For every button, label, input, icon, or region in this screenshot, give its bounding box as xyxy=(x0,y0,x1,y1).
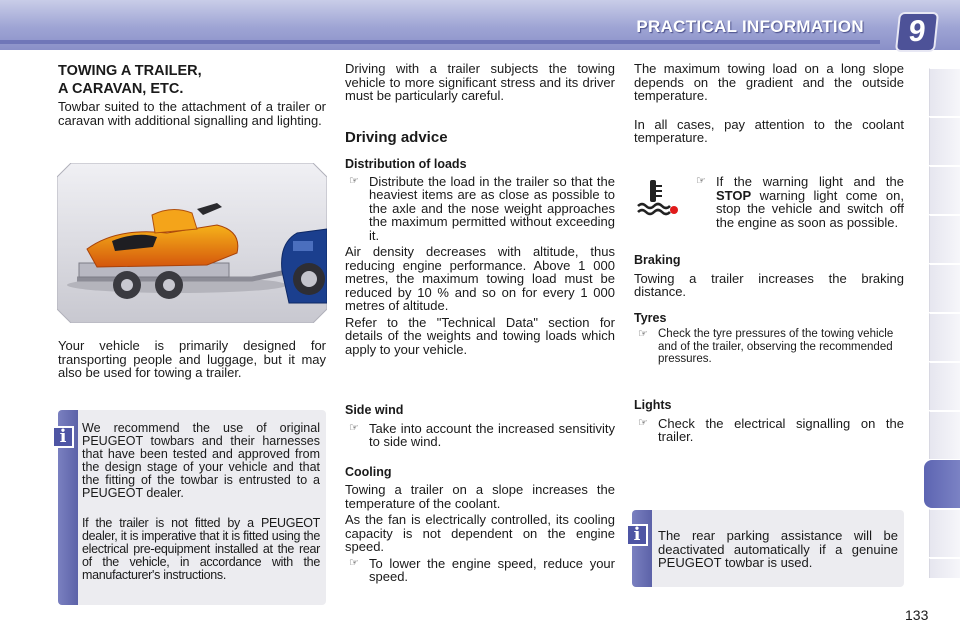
side-wind-bullet-text: Take into account the increased sensitivity to side wind. xyxy=(369,420,615,449)
heading-line-1: TOWING A TRAILER, xyxy=(58,63,202,79)
header-rule xyxy=(0,40,880,44)
info-icon: i xyxy=(52,426,74,448)
section-title: PRACTICAL INFORMATION xyxy=(636,17,864,36)
tyres-bullet xyxy=(634,328,904,366)
lights-heading: Lights xyxy=(634,398,672,412)
parking-assistance-text: The rear parking assistance will be deactivated automatically if a genuine PEUGEOT towbar is used. xyxy=(658,528,898,570)
cooling-bullet xyxy=(345,557,615,584)
column-3 xyxy=(634,62,904,145)
chapter-badge xyxy=(895,12,939,52)
lights-bullet xyxy=(634,417,904,444)
side-tab-1[interactable] xyxy=(929,68,960,116)
max-load-text: The maximum towing load on a long slope depends on the gradient and the outside temperature. xyxy=(634,61,904,103)
side-tab-6[interactable] xyxy=(929,313,960,361)
tyres-bullet-text: Check the tyre pressures of the towing vehicle and of the trailer, observing the recommended pressures. xyxy=(658,328,894,365)
pointing-hand-icon: ☞ xyxy=(349,174,359,187)
cooling-text-1: Towing a trailer on a slope increases the temperature of the coolant. xyxy=(345,482,615,511)
coolant-text: In all cases, pay attention to the coolant temperature. xyxy=(634,116,904,145)
column-3-lower xyxy=(634,399,904,444)
cooling-bullet-text: To lower the engine speed, reduce your speed. xyxy=(369,555,615,584)
pointing-hand-icon: ☞ xyxy=(638,416,648,429)
page-number: 133 xyxy=(905,607,929,623)
primary-use-text: Your vehicle is primarily designed for transporting people and luggage, but it may also be used for towing a trailer. xyxy=(58,338,326,380)
side-tab-3[interactable] xyxy=(929,166,960,214)
distribution-heading: Distribution of loads xyxy=(345,157,467,171)
air-density-text: Air density decreases with altitude, thus reducing engine performance. Above 1 000 metres, the maximum towing load must be reduced by 10 % and so on for every 1 000 metres of altitude. xyxy=(345,244,615,313)
side-tab-11[interactable] xyxy=(929,558,960,578)
info-box-towbars xyxy=(58,410,326,605)
chapter-number: 9 xyxy=(906,15,928,48)
info-box-para-2: If the trailer is not fitted by a PEUGEOT dealer, it is imperative that it is fitted using the electrical pre-equipment installed at the rear of the vehicle, in accordance with the manufacturer's instructions. xyxy=(82,516,320,582)
cooling-heading: Cooling xyxy=(345,464,392,479)
distribution-bullet-text: Distribute the load in the trailer so that the heaviest items are as close as possible to the axle and the nose weight approaches the maximum permitted without exceeding it. xyxy=(369,173,615,243)
heading-line-2: A CARAVAN, ETC. xyxy=(58,81,184,97)
driving-advice-heading: Driving advice xyxy=(345,128,448,146)
driving-intro: Driving with a trailer subjects the towing vehicle to more significant stress and its driver must be particularly careful. xyxy=(345,61,615,103)
warning-bullet-inner xyxy=(692,175,904,229)
pointing-hand-icon: ☞ xyxy=(696,175,706,187)
distribution-bullet xyxy=(345,175,615,243)
pointing-hand-icon: ☞ xyxy=(349,421,359,434)
side-tab-10[interactable] xyxy=(929,509,960,557)
tyres-heading: Tyres xyxy=(634,310,667,325)
side-tab-7[interactable] xyxy=(929,362,960,410)
side-wind-heading: Side wind xyxy=(345,403,404,417)
side-tab-2[interactable] xyxy=(929,117,960,165)
warning-text-pre: If the warning light and the xyxy=(716,174,904,189)
stop-label: STOP xyxy=(716,187,752,203)
side-tab-4[interactable] xyxy=(929,215,960,263)
info-box-bar xyxy=(632,510,652,587)
warning-bullet xyxy=(692,175,904,229)
side-tab-5[interactable] xyxy=(929,264,960,312)
lights-bullet-text: Check the electrical signalling on the trailer. xyxy=(658,415,904,444)
info-icon: i xyxy=(626,524,648,546)
towbar-intro: Towbar suited to the attachment of a trailer or caravan with additional signalling and lighting. xyxy=(58,99,326,128)
side-wind-bullet xyxy=(345,422,615,449)
coolant-temperature-warning-icon xyxy=(634,178,680,218)
pointing-hand-icon: ☞ xyxy=(638,328,648,340)
pointing-hand-icon: ☞ xyxy=(349,556,359,569)
braking-text: Towing a trailer increases the braking distance. xyxy=(634,270,904,299)
info-box-para-1: We recommend the use of original PEUGEOT towbars and their harnesses that have been tested and approved from the design stage of your vehicle and that the fitting of the towbar is entrusted to a PEUGEOT dealer. xyxy=(82,421,320,500)
technical-data-reference: Refer to the "Technical Data" section for details of the weights and towing loads which apply to your vehicle. xyxy=(345,314,615,357)
column-2-lower xyxy=(345,404,615,584)
trailer-illustration xyxy=(57,163,327,323)
side-tab-chapter-9-active[interactable] xyxy=(924,460,960,508)
info-box-parking-assistance xyxy=(632,510,904,587)
section-heading xyxy=(58,62,202,98)
braking-heading: Braking xyxy=(634,253,681,267)
side-tab-8[interactable] xyxy=(929,411,960,459)
column-3-middle xyxy=(634,254,904,366)
cooling-text-2: As the fan is electrically controlled, its cooling capacity is not dependent on the engine speed. xyxy=(345,512,615,554)
warning-text-post: warning light come on, stop the vehicle and switch off the engine as soon as possible. xyxy=(716,187,904,230)
column-2 xyxy=(345,62,615,356)
